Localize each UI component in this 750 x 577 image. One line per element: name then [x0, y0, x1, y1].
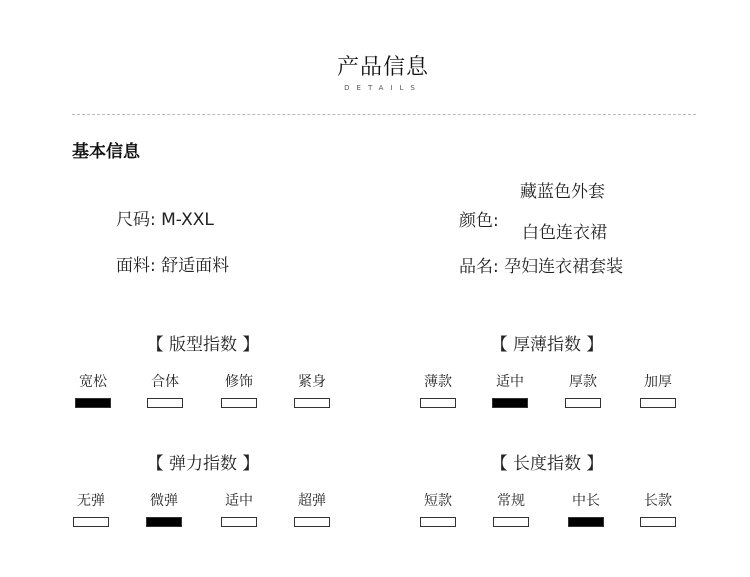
option-indicator — [294, 398, 330, 408]
thickness-option-extra-thick — [628, 373, 688, 408]
option-indicator — [568, 517, 604, 527]
option-label: 无弹 — [77, 493, 105, 509]
option-indicator — [493, 517, 529, 527]
color-value-line1: 藏蓝色外套 — [520, 182, 605, 202]
product-name-label: 品名: — [459, 257, 499, 277]
option-label: 修饰 — [225, 374, 253, 390]
option-indicator — [147, 398, 183, 408]
length-option-regular — [481, 492, 541, 527]
option-indicator — [565, 398, 601, 408]
option-label: 中长 — [572, 493, 600, 509]
option-indicator — [75, 398, 111, 408]
length-option-midi — [556, 492, 616, 527]
option-indicator — [420, 398, 456, 408]
option-label: 加厚 — [644, 374, 672, 390]
fit-option-flattering — [209, 373, 269, 408]
elasticity-index-title: 【 弹力指数 】 — [146, 454, 260, 474]
thickness-option-medium — [480, 373, 540, 408]
length-option-short — [408, 492, 468, 527]
thickness-option-thick — [553, 373, 613, 408]
option-label: 紧身 — [298, 374, 326, 390]
option-indicator — [221, 517, 257, 527]
option-label: 适中 — [225, 493, 253, 509]
basic-info-heading: 基本信息 — [72, 142, 140, 162]
size-label: 尺码: — [116, 210, 156, 230]
product-name-row — [459, 252, 623, 277]
option-indicator — [221, 398, 257, 408]
dashed-divider — [72, 114, 696, 115]
elasticity-option-slight — [134, 492, 194, 527]
color-label: 颜色: — [459, 211, 499, 231]
size-value: M-XXL — [161, 210, 214, 230]
option-label: 薄款 — [424, 374, 452, 390]
option-indicator — [294, 517, 330, 527]
option-indicator — [492, 398, 528, 408]
size-row — [116, 205, 214, 230]
page-title: 产品信息 — [336, 55, 429, 80]
fabric-label: 面料: — [116, 256, 156, 276]
option-label: 适中 — [496, 374, 524, 390]
option-indicator — [640, 398, 676, 408]
fit-option-regular — [135, 373, 195, 408]
fabric-value: 舒适面料 — [161, 256, 230, 276]
thickness-index-title: 【 厚薄指数 】 — [490, 335, 604, 355]
option-indicator — [73, 517, 109, 527]
option-label: 短款 — [424, 493, 452, 509]
product-name-value: 孕妇连衣裙套装 — [504, 257, 624, 277]
elasticity-option-none — [61, 492, 121, 527]
option-label: 宽松 — [79, 374, 107, 390]
fit-index-title: 【 版型指数 】 — [146, 335, 260, 355]
option-indicator — [640, 517, 676, 527]
option-label: 厚款 — [569, 374, 597, 390]
elasticity-option-medium — [209, 492, 269, 527]
page-subtitle: DETAILS — [344, 84, 422, 92]
option-indicator — [146, 517, 182, 527]
option-label: 常规 — [497, 493, 525, 509]
option-label: 微弹 — [150, 493, 178, 509]
option-label: 超弹 — [298, 493, 326, 509]
length-index-title: 【 长度指数 】 — [490, 454, 604, 474]
elasticity-option-super — [282, 492, 342, 527]
color-value-line2: 白色连衣裙 — [522, 223, 607, 243]
option-label: 合体 — [151, 374, 179, 390]
fit-option-tight — [282, 373, 342, 408]
option-label: 长款 — [644, 493, 672, 509]
fabric-row — [116, 251, 229, 276]
fit-option-loose — [63, 373, 123, 408]
thickness-option-thin — [408, 373, 468, 408]
length-option-long — [628, 492, 688, 527]
option-indicator — [420, 517, 456, 527]
